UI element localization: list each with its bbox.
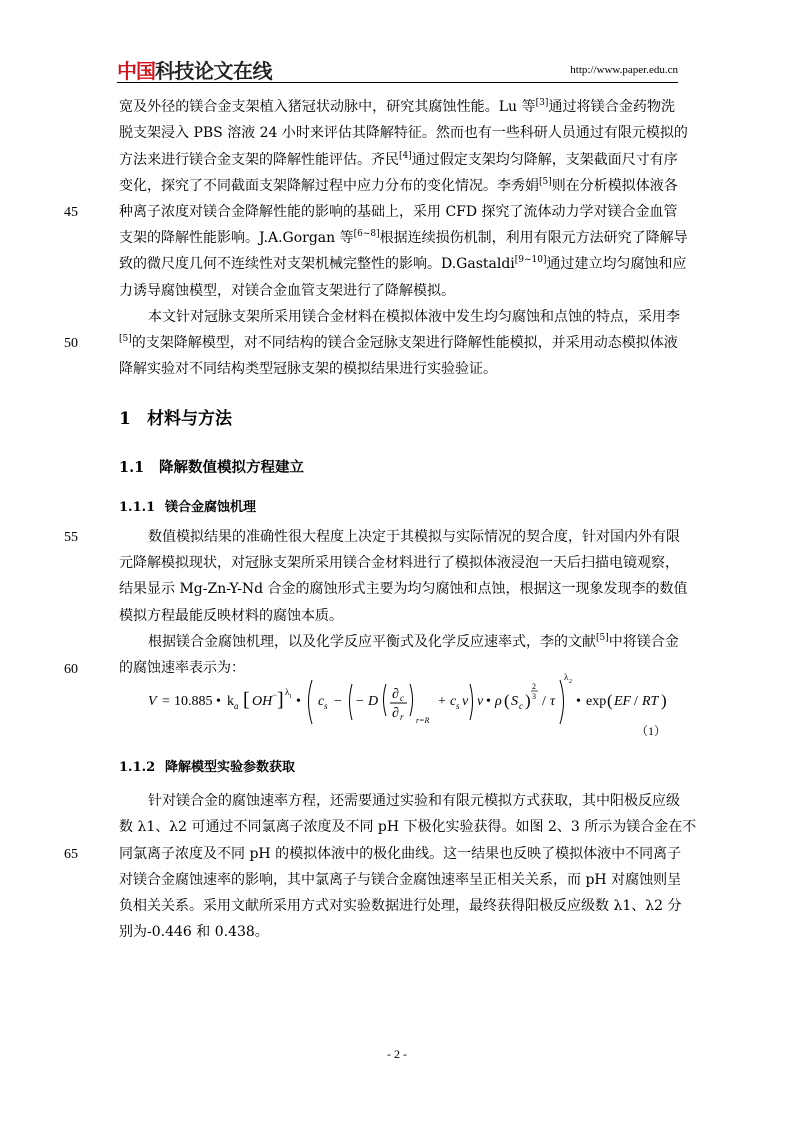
text-line: 根据镁合金腐蚀机理，以及化学反应平衡式及化学反应速率式，李的文献[5]中将镁合金 — [148, 633, 679, 650]
svg-text:τ: τ — [550, 694, 556, 709]
svg-text:=: = — [162, 694, 170, 709]
svg-text:λ: λ — [285, 687, 290, 697]
svg-text:3: 3 — [532, 692, 536, 701]
svg-text:S: S — [511, 694, 518, 709]
svg-text:EF: EF — [614, 694, 632, 709]
text-line: 模拟方程最能反映材料的腐蚀本质。 — [119, 608, 343, 624]
svg-text:a: a — [234, 701, 239, 711]
line-number: 65 — [64, 847, 78, 862]
section-heading: 1 材料与方法 — [119, 409, 232, 429]
svg-text:v: v — [477, 694, 484, 709]
subsection-heading: 1.1 降解数值模拟方程建立 — [119, 459, 304, 476]
svg-text:(: ( — [504, 691, 510, 710]
svg-text:): ) — [661, 691, 667, 710]
svg-text:∂: ∂ — [392, 687, 399, 702]
text-line: 别为-0.446 和 0.438。 — [119, 924, 269, 940]
line-number: 55 — [64, 530, 78, 545]
svg-text:•: • — [576, 694, 581, 709]
svg-text:c: c — [450, 694, 457, 709]
svg-text:exp: exp — [586, 694, 607, 709]
header-divider — [117, 82, 678, 83]
svg-text:]: ] — [277, 689, 284, 711]
text-line: 宽及外径的镁合金支架植入猪冠状动脉中，研究其腐蚀性能。Lu 等[3]通过将镁合金药物洗 — [119, 98, 676, 115]
svg-text:s: s — [456, 701, 460, 711]
svg-text:OH: OH — [252, 694, 273, 709]
svg-text:r: r — [400, 712, 404, 722]
text-line: 变化，探究了不同截面支架降解过程中应力分布的变化情况。李秀娟[5]则在分析模拟体液各 — [119, 177, 678, 194]
svg-text:−: − — [272, 690, 278, 700]
text-line: 本文针对冠脉支架所采用镁合金材料在模拟体液中发生均匀腐蚀和点蚀的特点，采用李 — [148, 309, 680, 325]
eq-coefficient: 10.885 — [174, 694, 213, 709]
journal-logo[interactable] — [117, 56, 272, 82]
svg-text:−: − — [334, 694, 342, 709]
text-line: 结果显示 Mg-Zn-Y-Nd 合金的腐蚀形式主要为均匀腐蚀和点蚀，根据这一现象发现李的数值 — [119, 581, 688, 597]
logo-dark-text: 科技论文在线 — [155, 58, 272, 83]
svg-text:): ) — [525, 691, 531, 710]
svg-text:−: − — [356, 694, 364, 709]
svg-text:D: D — [368, 694, 379, 709]
svg-text:λ: λ — [564, 672, 569, 682]
svg-text:k: k — [227, 694, 234, 709]
line-number: 45 — [64, 205, 78, 220]
text-line: 的腐蚀速率表示为： — [119, 660, 245, 676]
text-line: 针对镁合金的腐蚀速率方程，还需要通过实验和有限元模拟方式获取，其中阳极反应级 — [148, 793, 680, 809]
svg-text:/: / — [634, 694, 638, 709]
subsubsection-heading: 1.1.1 镁合金腐蚀机理 — [119, 500, 257, 515]
svg-text:•: • — [216, 694, 221, 709]
svg-text:2: 2 — [532, 682, 536, 691]
svg-text:RT: RT — [642, 694, 659, 709]
text-line: 负相关关系。采用文献所采用方式对实验数据进行处理，最终获得阳极反应级数 λ1、λ2 分 — [119, 898, 682, 914]
corrosion-rate-equation — [148, 672, 678, 732]
page-number: - 2 - — [387, 1047, 407, 1061]
text-line: 方法来进行镁合金支架的降解性能评估。齐民[4]通过假定支架均匀降解，支架截面尺寸有序 — [119, 151, 678, 168]
text-line: 元降解模拟现状，对冠脉支架所采用镁合金材料进行了模拟体液浸泡一天后扫描电镜观察， — [119, 555, 679, 571]
page-header — [117, 56, 678, 86]
text-line: 致的微尺度几何不连续性对支架机械完整性的影响。D.Gastaldi[9~10]通过建立均匀腐蚀和应 — [119, 255, 687, 272]
svg-text:ρ: ρ — [495, 694, 502, 709]
svg-text:c: c — [400, 693, 404, 703]
text-line: 数 λ1、λ2 可通过不同氯离子浓度及不同 pH 下极化实验获得。如图 2、3 所示为镁合金在不 — [119, 819, 697, 835]
line-number: 50 — [64, 336, 78, 351]
text-line: 同氯离子浓度及不同 pH 的模拟体液中的极化曲线。这一结果也反映了模拟体液中不同离子 — [119, 846, 682, 862]
svg-text:+: + — [438, 694, 446, 709]
text-line: 数值模拟结果的准确性很大程度上决定于其模拟与实际情况的契合度，针对国内外有限 — [148, 529, 680, 545]
svg-text:(: ( — [607, 691, 613, 710]
svg-text:r=R: r=R — [416, 716, 430, 725]
subsubsection-heading: 1.1.2 降解模型实验参数获取 — [119, 760, 296, 775]
equation-number: （1） — [636, 724, 667, 738]
text-line: 对镁合金腐蚀速率的影响，其中氯离子与镁合金腐蚀速率呈正相关关系，而 pH 对腐蚀则呈 — [119, 872, 682, 888]
text-line: 力诱导腐蚀模型，对镁合金血管支架进行了降解模拟。 — [119, 283, 455, 299]
svg-text:s: s — [324, 701, 328, 711]
svg-text:2: 2 — [569, 679, 572, 685]
svg-text:[: [ — [243, 689, 250, 711]
logo-red-text: 中国 — [117, 58, 155, 83]
text-line: 支架的降解性能影响。J.A.Gorgan 等[6~8]根据连续损伤机制，利用有限元方法研究了降解导 — [119, 229, 688, 246]
text-line: 降解实验对不同结构类型冠脉支架的模拟结果进行实验验证。 — [119, 361, 497, 377]
svg-text:•: • — [296, 694, 301, 709]
svg-text:•: • — [486, 694, 491, 709]
eq-lhs: V — [148, 694, 157, 709]
svg-text:/: / — [542, 694, 546, 709]
svg-text:c: c — [519, 701, 523, 711]
svg-text:1: 1 — [289, 694, 292, 700]
svg-text:∂: ∂ — [392, 706, 399, 721]
text-line: 种离子浓度对镁合金降解性能的影响的基础上，采用 CFD 探究了流体动力学对镁合金血管 — [119, 204, 678, 220]
text-line: 脱支架浸入 PBS 溶液 24 小时来评估其降解特征。然而也有一些科研人员通过有限元模拟的 — [119, 125, 688, 141]
line-number: 60 — [64, 662, 78, 677]
svg-text:v: v — [462, 694, 469, 709]
svg-text:c: c — [318, 694, 325, 709]
site-url[interactable]: http://www.paper.edu.cn — [570, 64, 678, 76]
text-line: [5]的支架降解模型，对不同结构的镁合金冠脉支架进行降解性能模拟，并采用动态模拟体液 — [119, 334, 678, 351]
